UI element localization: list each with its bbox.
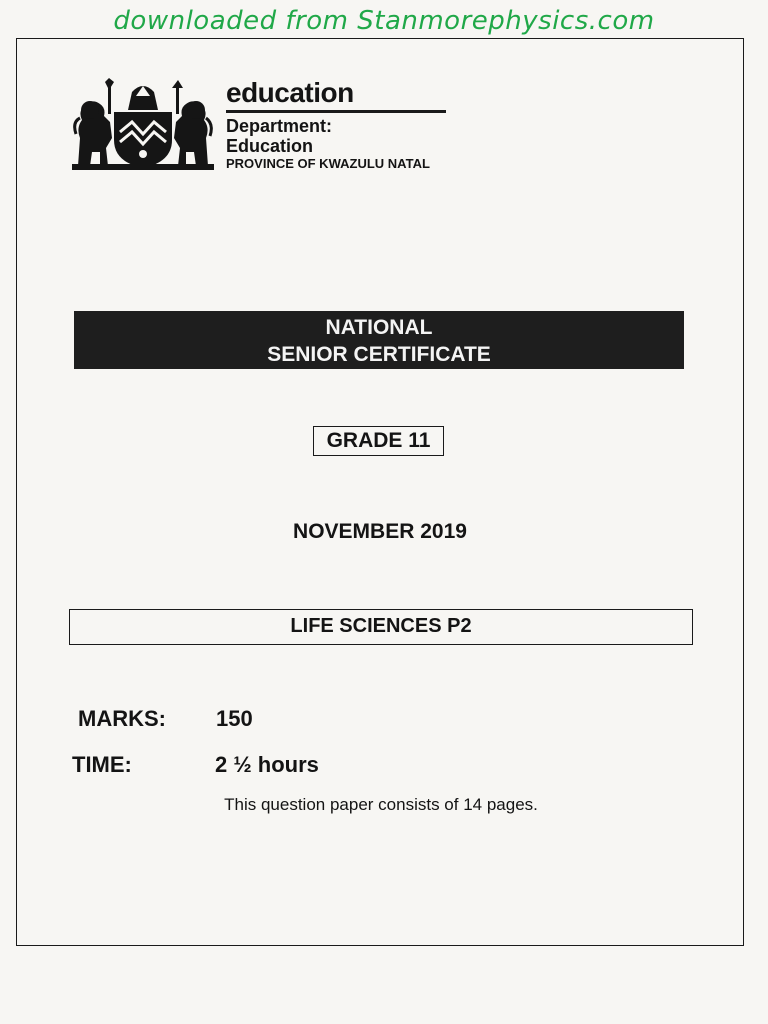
logo-department: Department: [226,116,333,136]
banner-line-1: NATIONAL [325,316,433,339]
grade-box: GRADE 11 [313,426,444,456]
exam-date: NOVEMBER 2019 [293,520,467,543]
subject-box: LIFE SCIENCES P2 [69,609,693,645]
logo-brand: education [226,77,354,108]
pages-note: This question paper consists of 14 pages. [224,795,538,814]
banner-line-2: SENIOR CERTIFICATE [267,343,491,366]
marks-value: 150 [216,706,253,731]
kzn-coat-of-arms-icon [72,78,214,170]
marks-label: MARKS: [78,706,166,731]
logo-department-name: Education [226,136,314,156]
watermark: downloaded from Stanmorephysics.com [113,6,655,36]
logo-province: PROVINCE OF KWAZULU NATAL [226,156,430,171]
certificate-banner [74,311,684,369]
time-label: TIME: [72,752,132,777]
logo-rule [226,110,446,113]
time-value: 2 ½ hours [215,752,319,777]
